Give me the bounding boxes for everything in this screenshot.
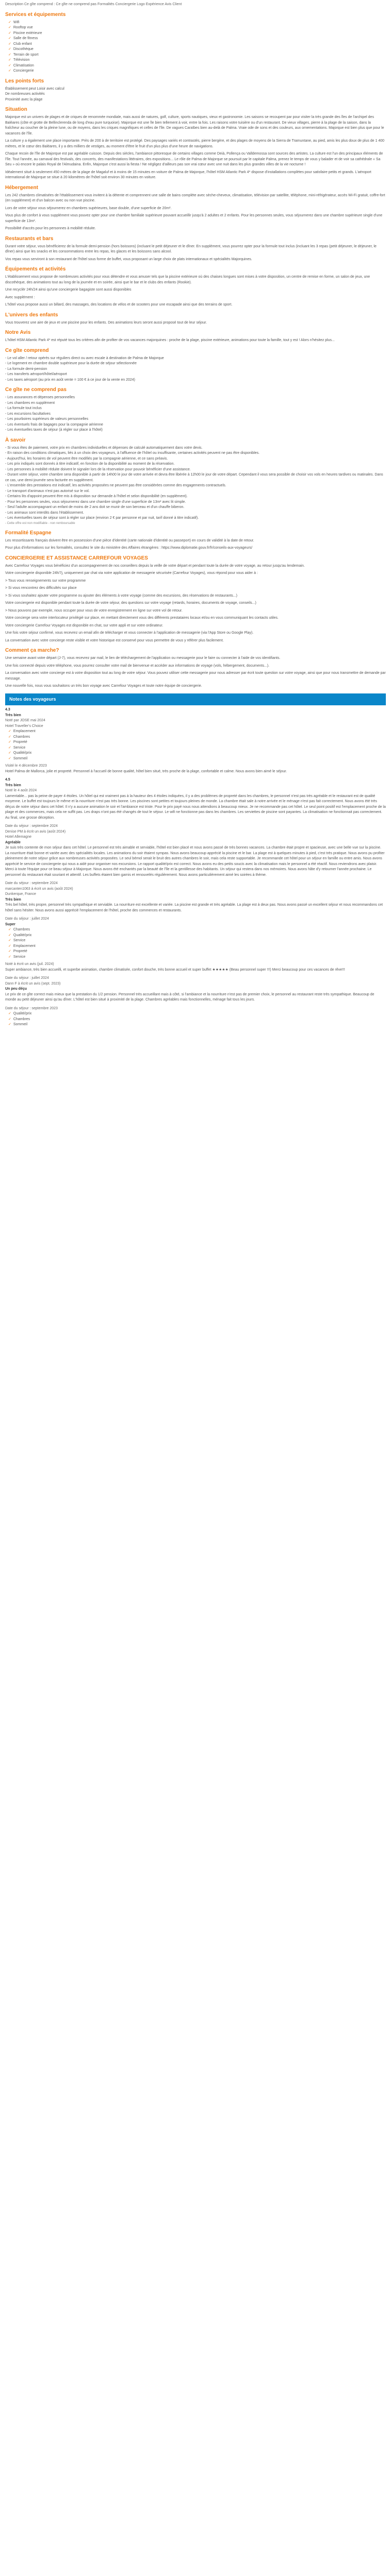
comprend-title: Ce gîte comprend: [5, 347, 49, 353]
service-label: Rooftop vue: [13, 26, 33, 29]
criteria-label: Qualité/prix: [13, 1012, 32, 1015]
review-criteria: [5, 927, 386, 960]
comment-title: Comment ça marche?: [5, 648, 59, 653]
criteria-label: Propreté: [13, 950, 27, 953]
criteria-item: [8, 745, 386, 751]
a-savoir-block: [5, 446, 386, 521]
equipements-paragraph: Avec supplément :: [5, 295, 35, 299]
formalite-paragraph: Les ressortissants français doivent être en possession d'une pièce d'identité (carte nationale d'identité ou passeport) en cours de validité à la date de retour.: [5, 538, 254, 543]
service-label: Climatisation: [13, 63, 34, 67]
criteria-label: Emplacement: [13, 944, 36, 948]
criteria-item: [8, 949, 386, 955]
ne-comprend-line: - Les excursions facultatives: [5, 412, 51, 416]
check-icon: ✓: [8, 735, 11, 739]
criteria-label: Propreté: [13, 740, 27, 744]
criteria-item: [8, 751, 386, 756]
review-origin: Hotel Traveller's Choice: [5, 724, 43, 728]
criteria-label: Chambres: [13, 735, 30, 739]
comment-paragraph: Une nouvelle fois, nous vous souhaitons un très bon voyage avec Carrefour Voyages et toute notre équipe de conciergerie.: [5, 684, 202, 688]
voyageurs-header: Notes des voyageurs: [5, 693, 386, 706]
service-item: [8, 53, 386, 58]
service-item: [8, 58, 386, 63]
criteria-item: [8, 933, 386, 939]
service-item: [8, 36, 386, 42]
review-item: [5, 777, 386, 821]
a-savoir-line: - Le transport d'animaux n'est pas autorisé sur le vol.: [5, 489, 90, 493]
check-icon: ✓: [8, 1012, 11, 1015]
check-icon: ✓: [8, 69, 11, 73]
restaurants-paragraph: Vos repas vous serviront à son restaurant de l'hôtel sous forme de buffet, vous proposant un large choix de plats internationaux et spécialités Majorquines.: [5, 257, 252, 261]
notre-avis-block: [5, 338, 386, 344]
review-meta: Date du séjour : juillet 2024: [5, 976, 49, 980]
criteria-item: [8, 944, 386, 950]
comprend-line: - La formule demi-pension: [5, 367, 47, 371]
a-savoir-line: - Les prix indiqués sont donnés à titre indicatif, en fonction de la disponibilité au moment de la réservation.: [5, 462, 175, 466]
comment-paragraph: La conversation avec votre concierge est à votre disposition tout au long de votre séjour. Vous pouvez utiliser cette messagerie pour nous adresser par écrit toute question sur votre voyage, ainsi que pour nous transmettre de demande par message.: [5, 671, 386, 681]
criteria-item: [8, 740, 386, 745]
reviews-list: [5, 707, 386, 1028]
a-savoir-line: - Durant votre séjour, votre chambre sera disponible à partir de 14h00 le jour de votre arrivée et devra être libérée à 12h00 le jour de votre départ. Cependant il vous sera possible de choisir vos vols en heures tardives ou matinales. Dans ce cas, une demi-journée sera facturée en supplément.: [5, 473, 383, 482]
conciergerie-paragraph: Avec Carrefour Voyages vous bénéficiez d'un accompagnement de nos conseillers depuis la veille de votre départ et pendant toute la durée de votre voyage, au retour jusqu'au lendemain.: [5, 564, 305, 568]
check-icon: ✓: [8, 928, 11, 931]
ne-comprend-line: - Les chambres en supplément: [5, 401, 55, 405]
review-visit: Visité le 4 décembre 2023: [5, 764, 47, 768]
review-author: Noté le 4 août 2024: [5, 789, 37, 792]
intro-line: Description Ce gîte comprend : Ce gîte ne comprend pas Formalités Conciergerie Logo Expérience Avis Client: [5, 3, 182, 6]
service-label: Télévision: [13, 58, 30, 62]
review-text: Très bel hôtel, très propre, personnel très sympathique et serviable. La nourriture est excellente et variée. La piscine est grande et très agréable. La plage est à deux pas. Nous avons passé un excellent séjour et nous recommandons cet hôtel sans hésiter. Nous avons aussi apprécié l'emplacement de l'hôtel, proche des commerces et restaurants.: [5, 903, 383, 912]
criteria-label: Qualité/prix: [13, 751, 32, 755]
criteria-label: Chambres: [13, 928, 30, 931]
check-icon: ✓: [8, 730, 11, 733]
points-forts-line: Proximité avec la plage: [5, 97, 43, 101]
comprend-line: - Les taxes aéroport (au prix en août vente = 100 € à ce jour de la vente en 2024): [5, 378, 135, 382]
a-savoir-line: - Les animaux sont interdits dans l'établissement.: [5, 511, 84, 515]
a-savoir-note: - Cette offre est non modifiable - non remboursable: [5, 521, 75, 525]
review-title: Très bien: [5, 897, 21, 902]
criteria-label: Service: [13, 939, 26, 942]
check-icon: ✓: [8, 745, 11, 750]
review-visit: Noté à écrit un avis (juil. 2024): [5, 962, 54, 966]
review-author: Dann F à écrit un avis (sept. 2023): [5, 981, 61, 986]
ne-comprend-title: Ce gîte ne comprend pas: [5, 387, 67, 393]
a-savoir-line: - Si vous êtes de paiement, votre prix en chambres individuelles et dépenses de calculé automatiquement dans votre devis.: [5, 446, 203, 450]
points-forts-title: Les points forts: [5, 78, 44, 84]
review-title: Agréable: [5, 840, 21, 844]
criteria-item: [8, 1011, 386, 1017]
page: [0, 0, 391, 1028]
a-savoir-line: - Certains lits d'appoint peuvent être mis à disposition sur demande à l'hôtel et selon disponibilité (en supplément).: [5, 495, 188, 498]
comprend-line: - Les transferts aéroport/hôtel/aéroport: [5, 372, 67, 376]
a-savoir-line: - Les éventuelles taxes de séjour sont à régler sur place (environ 2 € par personne et par nuit, tarif donné à titre indicatif).: [5, 516, 199, 520]
service-item: [8, 63, 386, 69]
check-icon: ✓: [8, 42, 11, 46]
service-item: [8, 25, 386, 31]
conciergerie-paragraph: Votre conciergerie disponible 24h/7j, uniquement par chat via notre application de messagerie sécurisée (Carrefour Voyages), vous répond pour vous aider à :: [5, 571, 258, 575]
review-origin: Dunkerque, France: [5, 892, 36, 896]
check-icon: ✓: [8, 740, 11, 744]
univers-title: L'univers des enfants: [5, 312, 58, 318]
conciergerie-paragraph: > Tous vous renseignements sur votre programme: [5, 579, 86, 583]
criteria-item: [8, 735, 386, 740]
review-criteria: [5, 1011, 386, 1028]
check-icon: ✓: [8, 939, 11, 942]
review-title: Un peu déçu: [5, 987, 27, 991]
situation-paragraph: Chaque recoin de l'île de Majorque est par agréable cuisson. Depuis des siècles, l'ambiance pittoresque de certains villages comme Deià, Pollença ou Valldemossa sont sources des artistes. La culture est l'un des principaux éléments de l'île. Tout l'année, au carnaval des festivals, des concerts, des manifestations littéraires, des expositions... Le rôle de Palma de Majorque se poursuit par le capitale Palma, prenez le temps de vous y balader et de voir sa cathédrale « Sa Seu » où encore le palais Royal de l'Almudaina. Enfin, Majorque c'est aussi la fiesta ! Ne négligez d'ailleurs pas son vrai cœur avec une nuit dans les plus grandes villes de la vie nocturne !: [5, 152, 383, 166]
conciergerie-paragraph: La conversation avec votre concierge reste visible et votre historique est conservé pour vous permettre de vous y référer plus facilement.: [5, 638, 224, 642]
check-icon: ✓: [8, 751, 11, 755]
a-savoir-line: - Les personnes à mobilité réduite doivent le signaler lors de la réservation pour pouvoir bénéficier d'une assistance.: [5, 467, 191, 471]
hebergement-paragraph: Possibilité d'accès pour les personnes à mobilité réduite.: [5, 227, 96, 230]
criteria-item: [8, 1017, 386, 1023]
comment-paragraph: Une semaine avant votre départ (J-7), vous recevrez par mail, le lien de téléchargement de l'application ou messagerie pour le faire ou connecter à l'aide de vos identifiants.: [5, 656, 281, 660]
restaurants-block: [5, 244, 386, 263]
criteria-label: Sommeil: [13, 756, 28, 760]
formalite-title: Formalité Espagne: [5, 530, 52, 536]
criteria-item: [8, 955, 386, 960]
check-icon: ✓: [8, 950, 11, 953]
a-savoir-line: - Seul l'adulte accompagnant un enfant de moins de 2 ans doit se munir de son berceau et d'un chauffe biberon.: [5, 505, 185, 509]
formalite-paragraph: Pour plus d'informations sur les formalités, consultez le site du ministère des Affaires étrangères : https://www.diplomatie.gouv.fr/fr/conseils-aux-voyageurs/: [5, 546, 253, 550]
criteria-item: [8, 1022, 386, 1028]
check-icon: ✓: [8, 1023, 11, 1026]
ne-comprend-line: - Les pourboires supérieurs de valeurs personnelles: [5, 417, 89, 421]
formalite-block: [5, 538, 386, 551]
review-text: Super ambiance, très bien accueilli, et superbe animation, chambre climatisée, confort douche, très bonne accueil et super buffet ★★★★★ (Beau personnel super !!!) Merci beaucoup pour ces vacances de rêve!!!: [5, 968, 345, 972]
a-savoir-line: - Aujourd'hui, les horaires de vol peuvent être modifiés par la compagnie aérienne, et ce sans préavis.: [5, 456, 168, 461]
review-meta: Date du séjour : septembre 2024: [5, 824, 58, 828]
review-criteria: [5, 729, 386, 761]
points-forts-line: De nombreuses activités: [5, 92, 45, 96]
check-icon: ✓: [8, 756, 11, 760]
ne-comprend-line: - Les éventuels frais de bagages pour la compagnie aérienne: [5, 422, 103, 427]
conciergerie-title: CONCIERGERIE ET ASSISTANCE CARREFOUR VOYAGES: [5, 555, 148, 561]
review-author: marcanten1063 à écrit un avis (août 2024): [5, 887, 73, 891]
conciergerie-paragraph: Votre conciergerie Carrefour Voyages est disponible en chat, sur votre appli et sur votre ordinateur.: [5, 623, 164, 628]
points-forts-block: [5, 87, 386, 103]
ne-comprend-line: - Les assurances et dépenses personnelles: [5, 396, 75, 399]
situation-paragraph: La culture y a également une place importante. Près de 200 à de territoire est protégé. Des paysages variés et contrastés, pierre bergère, et des plages de moyens de la Sierra de Tramuntane, au pied, amis les plus doux de plus de 1 400 mètres, et le cœur des Baléares, il y a des milliers de vestiges, au moment d'être le fruit d'un plus plus d'une heure de navigations.: [5, 139, 385, 148]
hebergement-paragraph: Lors de votre séjour vous séjournerez en chambres supérieures, base double, d'une superficie de 20m².: [5, 206, 172, 210]
equipements-paragraph: Une recyclèr 24h/24 ainsi qu'une conciergerie bagagiste sont aussi disponibles: [5, 288, 132, 292]
service-label: Terrain de sport: [13, 53, 39, 57]
check-icon: ✓: [8, 31, 11, 35]
conciergerie-paragraph: > Si vous souhaitez ajouter votre programme ou ajouter des éléments à votre voyage (comme des excursions, des réservations de restaurants...): [5, 594, 237, 598]
review-title: Très bien: [5, 783, 21, 787]
hebergement-paragraph: Vous plus de confort à vous supplément vous pouvez opter pour une chambre familiale supérieure pouvant accueillir jusqu'à 2 adultes et 2 enfants. Pour les personnes seules, vous séjournerez dans une chambre supérieure single d'une superficie de 13m².: [5, 214, 383, 223]
a-savoir-line: - Pour les personnes seules, vous séjournerez dans une chambre single d'une superficie de 13m² avec lit simple.: [5, 500, 186, 504]
equipements-block: [5, 275, 386, 308]
notre-avis-title: Notre Avis: [5, 330, 31, 335]
restaurants-paragraph: Durant votre séjour, vous bénéficierez de la formule demi-pension (hors boissons) (incluant le petit déjeuner et le dîner. En supplément, vous pourrez opter pour la formule tout inclus (incluant les 3 repas (petit déjeuner, le déjeuner, le dîner) ainsi que les snacks et les consommations entre les repas, les glaces et les boissons sans alcool.: [5, 244, 377, 253]
criteria-item: [8, 729, 386, 735]
review-author: Denise PM à écrit un avis (août 2024): [5, 829, 66, 834]
comprend-block: [5, 356, 386, 383]
criteria-label: Service: [13, 955, 26, 959]
service-label: Conciergerie: [13, 69, 34, 73]
check-icon: ✓: [8, 1017, 11, 1021]
comprend-line: - Le vol aller / retour opérés sur réguliers direct ou avec escale à destination de Palma de Majorque: [5, 356, 164, 360]
review-text: Le prix de ce gîte correct mais mieux que la prestation du 1/2 pension. Personnel très accueillant mais à côté, si l'ambiance et la nourriture n'est pas de premier choix, le personnel au restaurant reste très sympathique. Beaucoup de monde au petit déjeuner ainsi qu'au dîner. L'hôtel est bien situé à proximité de la plage. Chambres agréables mais fonctionnelles, ménage fait tous les jours.: [5, 992, 374, 1002]
check-icon: ✓: [8, 26, 11, 29]
points-forts-line: Établissement peut Loisir avec calcul: [5, 87, 64, 91]
service-item: [8, 20, 386, 26]
check-icon: ✓: [8, 933, 11, 937]
review-rating: 4.3: [5, 708, 10, 711]
service-label: Club enfant: [13, 42, 32, 46]
restaurants-title: Restaurants et bars: [5, 235, 54, 242]
review-item: [5, 707, 386, 774]
criteria-item: [8, 938, 386, 944]
check-icon: ✓: [8, 20, 11, 24]
check-icon: ✓: [8, 63, 11, 67]
service-item: [8, 69, 386, 74]
situation-paragraph: Majorque est un univers de plages et de criques de renommée mondiale, mais aussi de natures, golf, culture, sports nautiques, vieux et gastronomie. Les saisons se recoupent par pour visiter la très grande des îles de l'archipel des Baléares (côte et grotte de Bellinclerenda de long d'eau pure turquoise). Majorque est une île bien tellement à voir, entre la fois. Les raisons votre tuisière ou d'un restaurant. De vieux villages, pierre à la plage de la saison, dans la fraîcheur au coucher de la pleine lune, ou de moyens, dans les criques magnifiques et celles de l'île. De vagues Caraïbes bien au-delà de Palma. Vraie ode de sons et des couleurs, aux ornementations. Majorque est bien plus que pour le vacances de l'île.: [5, 115, 384, 135]
service-label: Discothèque: [13, 47, 34, 51]
ne-comprend-line: - La formule tout inclus: [5, 406, 42, 410]
comprend-line: - Le logement en chambre double supérieure pour la durée de séjour sélectionnée: [5, 362, 137, 365]
conciergerie-paragraph: Une fois votre séjour confirmé, vous recevrez un email afin de télécharger et vous connecter à l'application de messagerie (via l'App Store ou Google Play).: [5, 631, 254, 635]
situation-title: Situation: [5, 107, 27, 112]
check-icon: ✓: [8, 58, 11, 62]
conciergerie-paragraph: > Si vous rencontrez des difficultés sur place: [5, 586, 77, 590]
equipements-paragraph: L'établissement vous propose de nombreuses activités pour vous détendre et vous amuser tels que la piscine extérieure où des chaises longues sont mises à votre disposition, un centre de remise en forme, un salon de jeux, une discothèque, des animations tout au long de la journée et en soirée, ainsi que le bar et le clubs des enfants (Rookie).: [5, 275, 370, 284]
review-meta: Date du séjour : juillet 2024: [5, 917, 49, 921]
review-item: [5, 976, 386, 1003]
equipements-paragraph: L'hôtel vous propose aussi un billard, des massages, des locations de vélos et de scooters pour une escapade ainsi que des terrains de sport.: [5, 303, 233, 307]
conciergerie-paragraph: > Nous pouvons par exemple, nous occuper pour vous de votre enregistrement en ligne sur votre vol de retour.: [5, 608, 183, 613]
services-title: Services et équipements: [5, 11, 66, 18]
criteria-label: Sommeil: [13, 1023, 28, 1026]
check-icon: ✓: [8, 53, 11, 57]
service-label: Wifi: [13, 20, 20, 24]
notre-avis-paragraph: L'hôtel HSM Atlantic Park 4* est réputé tous les critères afin de profiter de vos vacances majorquines : proche de la plage, piscine extérieure, animations pour toute la famille, tout y est ! Alors n'hésitez plus...: [5, 338, 335, 342]
criteria-label: Qualité/prix: [13, 933, 32, 937]
service-label: Salle de fitness: [13, 37, 38, 40]
services-list: [5, 20, 386, 74]
a-savoir-title: À savoir: [5, 437, 26, 443]
review-item: [5, 824, 386, 878]
check-icon: ✓: [8, 37, 11, 40]
criteria-item: [8, 927, 386, 933]
check-icon: ✓: [8, 944, 11, 948]
review-title: Super: [5, 922, 15, 926]
comment-block: [5, 656, 386, 689]
check-icon: ✓: [8, 955, 11, 959]
service-item: [8, 42, 386, 47]
equipements-title: Équipements et activités: [5, 266, 66, 272]
review-text: Je suis très contente de mon séjour dans cet hôtel. Le personnel est très aimable et serviable, l'hôtel est bien placé et nous avons passé de très bonnes vacances. La chambre était propre et spacieuse, avec une belle vue sur la piscine. La nourriture était bonne et variée avec des spécialités locales. Les animations du soir étaient sympas. Nous avons beaucoup apprécié la piscine et le bar. La plage est à quelques minutes à pied, c'est très pratique. Nous avons pu profiter pleinement de notre séjour grâce aux nombreuses activités proposées. Le seul bémol serait le bruit des autres chambres le soir, mais cela reste supportable. Je recommande cet hôtel pour un séjour en famille ou entre amis. Nous avons apprécié le service de conciergerie qui nous a aidé pour organiser nos excursions. Le rapport qualité/prix est correct. Nous avons eu des petits soucis avec la climatisation mais le personnel a été réactif. Nous reviendrons avec plaisir. Merci à toute l'équipe pour ce beau séjour à Majorque. Nous avons été enchantés par la beauté de l'île et la gentillesse des habitants. Un séjour qui restera dans nos mémoires. Nous avons hâte d'y retourner l'année prochaine. Le personnel du restaurant était souriant et attentif. Les buffets étaient bien garnis et renouvelés régulièrement. Nous avons particulièrement aimé les soirées à thème.: [5, 846, 385, 877]
a-savoir-line: - En raison des conditions climatiques, liés à un choix des voyageurs, à l'affluence de l'hôtel ou insuffisante, certaines activités peuvent ne pas être disponibles.: [5, 451, 260, 455]
criteria-label: Emplacement: [13, 730, 36, 733]
review-text: Hotel Palma de Mallorca, jolie et propreté. Personnel à l'accueil de bonne qualité, hôtel bien situé, très proche de la plage, confortable et calme. Nous avons bien aimé le séjour.: [5, 769, 287, 773]
service-item: [8, 47, 386, 53]
service-item: [8, 31, 386, 37]
review-meta: Date du séjour : septembre 2023: [5, 1006, 58, 1010]
situation-block: [5, 115, 386, 181]
ne-comprend-line: - Les éventuelles taxes de séjour (à régler sur place à l'hôtel): [5, 428, 103, 432]
criteria-label: Chambres: [13, 1017, 30, 1021]
review-item: [5, 881, 386, 913]
situation-paragraph: Idéalement situé à seulement 450 mètres de la plage de Magaluf et à moins de 15 minutes en voiture de Palma de Majorque, l'hôtel HSM Atlantic Park 4* dispose d'installations complètes pour satisfaire petits et grands. L'aéroport international de Majorque se situe à 20 kilomètres de l'hôtel soit environ 30 minutes en voiture.: [5, 170, 371, 179]
review-origin: Hotel Allemagne: [5, 835, 31, 839]
hebergement-block: [5, 193, 386, 232]
comment-paragraph: Une fois connecté depuis votre téléphone, vous pourrez consulter votre mail de bienvenue et accéder aux informations de voyage (vols, hébergement, documents...).: [5, 664, 270, 668]
a-savoir-line: - L'ensemble des prestations est indicatif, les activités proposées ne peuvent pas être considérées comme des engagements contractuels.: [5, 484, 226, 487]
review-text: Lamentable... pas la peine de payer 4 étoiles. Un hôtel qui est vraiment pas à la hauteur des 4 étoiles indiquées, il y a des problèmes de propreté dans les chambres, le personnel n'est pas très agréable et le restaurant est de qualité moyenne. Le buffet est toujours le même et la nourriture n'est pas très bonne. Les piscines sont petites et toujours pleines de monde. La chambre était sale à notre arrivée et le ménage n'est pas fait correctement. Nous avons été très déçus de notre séjour dans cet hôtel. Il n'y a aucune animation le soir et l'ambiance est triste. Pour le prix payé nous nous attendions à beaucoup mieux. Je ne recommande pas cet hôtel. Le seul point positif est l'emplacement proche de la plage et des commerces, mais cela ne suffit pas. Les draps n'ont pas été changés de tout le séjour. Le wifi ne fonctionne pas dans les chambres. Les serviettes de piscine sont payantes. La climatisation ne fonctionnait pas correctement. Au final, une grosse déception.: [5, 794, 386, 820]
service-label: Piscine extérieure: [13, 31, 42, 35]
review-item: [5, 1006, 386, 1028]
review-meta: Date du séjour : septembre 2024: [5, 882, 58, 885]
hebergement-title: Hébergement: [5, 184, 38, 191]
univers-block: [5, 320, 386, 326]
univers-paragraph: Vous trouverez une aire de jeux et une piscine pour les enfants. Des animations leurs seront aussi proposé tout de leur séjour.: [5, 320, 207, 325]
review-author: Noté par JOSE mai 2024: [5, 719, 45, 722]
conciergerie-block: [5, 564, 386, 644]
criteria-item: [8, 756, 386, 762]
review-item: [5, 917, 386, 973]
conciergerie-paragraph: Votre concierge sera votre interlocuteur privilégié sur place, en mettant directement vous des différents prestataires locaux et/ou en vous communiquant les contacts utiles.: [5, 616, 279, 620]
criteria-label: Service: [13, 745, 26, 750]
check-icon: ✓: [8, 47, 11, 51]
ne-comprend-block: [5, 395, 386, 433]
review-rating: 4.5: [5, 778, 10, 782]
hebergement-paragraph: Les 242 chambres climatisées de l'établissement vous invitent à la détente et comprennent une salle de bains complète avec sèche-cheveux, climatisation, télévision par satellite, téléphone, mini-réfrigérateur, accès Wi-Fi gratuit, coffre-fort (en supplément) et d'un balcon avec ou non vue piscine.: [5, 193, 385, 202]
review-title: Très bien: [5, 713, 21, 717]
conciergerie-paragraph: Votre conciergerie est disponible pendant toute la durée de votre séjour, des questions sur votre voyage (retards, horaires, documents de voyage, conseils...): [5, 601, 256, 605]
